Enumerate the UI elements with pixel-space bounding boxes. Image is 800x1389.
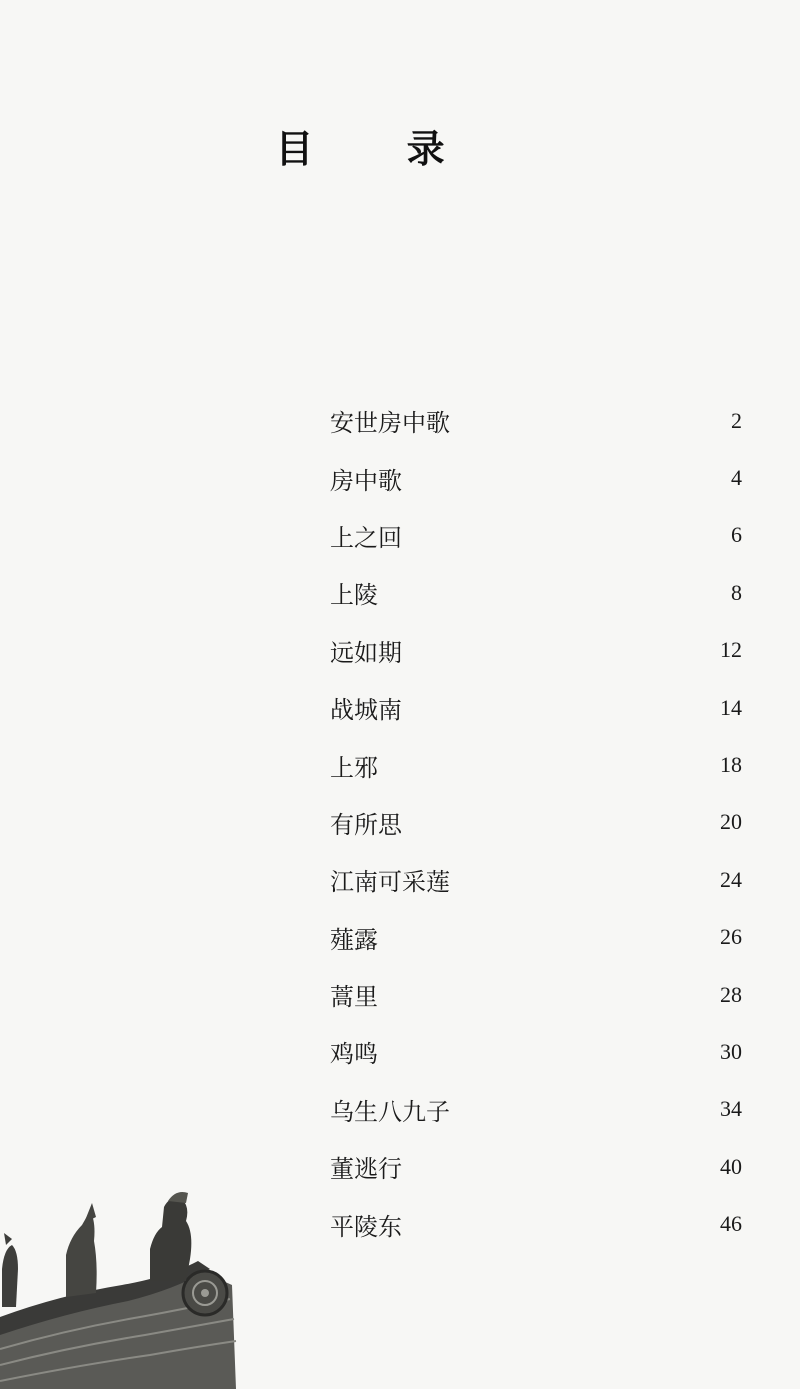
- toc-entry-title: 薤露: [330, 925, 378, 954]
- toc-entry-title: 上邪: [330, 753, 378, 782]
- table-of-contents: [330, 392, 742, 1253]
- toc-entry-page: 12: [720, 637, 742, 663]
- toc-entry-title: 有所思: [330, 810, 402, 839]
- toc-entry-page: 8: [731, 579, 742, 605]
- toc-entry-title: 战城南: [330, 696, 402, 725]
- toc-entry[interactable]: [330, 622, 742, 679]
- toc-entry-title: 蒿里: [330, 983, 378, 1012]
- toc-entry[interactable]: [330, 966, 742, 1023]
- toc-entry[interactable]: [330, 851, 742, 908]
- toc-entry-title: 房中歌: [330, 466, 402, 495]
- roof-ridge-beasts-illustration: [0, 1189, 240, 1389]
- page-title: 目 录: [275, 127, 485, 171]
- toc-entry[interactable]: [330, 392, 742, 449]
- toc-entry-page: 30: [720, 1038, 742, 1064]
- toc-entry[interactable]: [330, 909, 742, 966]
- toc-entry[interactable]: [330, 449, 742, 506]
- toc-entry-title: 上之回: [330, 523, 402, 552]
- toc-entry[interactable]: [330, 679, 742, 736]
- toc-entry[interactable]: [330, 1023, 742, 1080]
- toc-entry[interactable]: [330, 1195, 742, 1252]
- toc-entry-page: 2: [731, 407, 742, 433]
- toc-entry[interactable]: [330, 1138, 742, 1195]
- toc-entry-title: 鸡鸣: [330, 1040, 378, 1069]
- toc-entry-page: 34: [720, 1096, 742, 1122]
- toc-entry-title: 平陵东: [330, 1212, 402, 1241]
- toc-entry-page: 26: [720, 924, 742, 950]
- toc-entry-title: 董逃行: [330, 1155, 402, 1184]
- toc-entry-page: 14: [720, 694, 742, 720]
- toc-entry-title: 乌生八九子: [330, 1097, 450, 1126]
- toc-entry-page: 20: [720, 809, 742, 835]
- toc-entry-page: 24: [720, 866, 742, 892]
- toc-entry-page: 46: [720, 1211, 742, 1237]
- toc-entry-page: 6: [731, 522, 742, 548]
- toc-entry-page: 28: [720, 981, 742, 1007]
- toc-entry-page: 40: [720, 1153, 742, 1179]
- toc-entry-page: 4: [731, 465, 742, 491]
- toc-entry[interactable]: [330, 794, 742, 851]
- toc-entry-title: 江南可采莲: [330, 868, 450, 897]
- toc-entry[interactable]: [330, 507, 742, 564]
- toc-entry-title: 远如期: [330, 638, 402, 667]
- toc-entry[interactable]: [330, 564, 742, 621]
- toc-entry-title: 上陵: [330, 581, 378, 610]
- toc-entry-page: 18: [720, 752, 742, 778]
- ridge-beast-figurine: [150, 1192, 191, 1281]
- toc-entry[interactable]: [330, 1081, 742, 1138]
- ridge-beast-figurine: [66, 1203, 97, 1297]
- toc-entry-title: 安世房中歌: [330, 409, 450, 438]
- toc-entry[interactable]: [330, 736, 742, 793]
- ridge-beast-figurine: [2, 1233, 18, 1307]
